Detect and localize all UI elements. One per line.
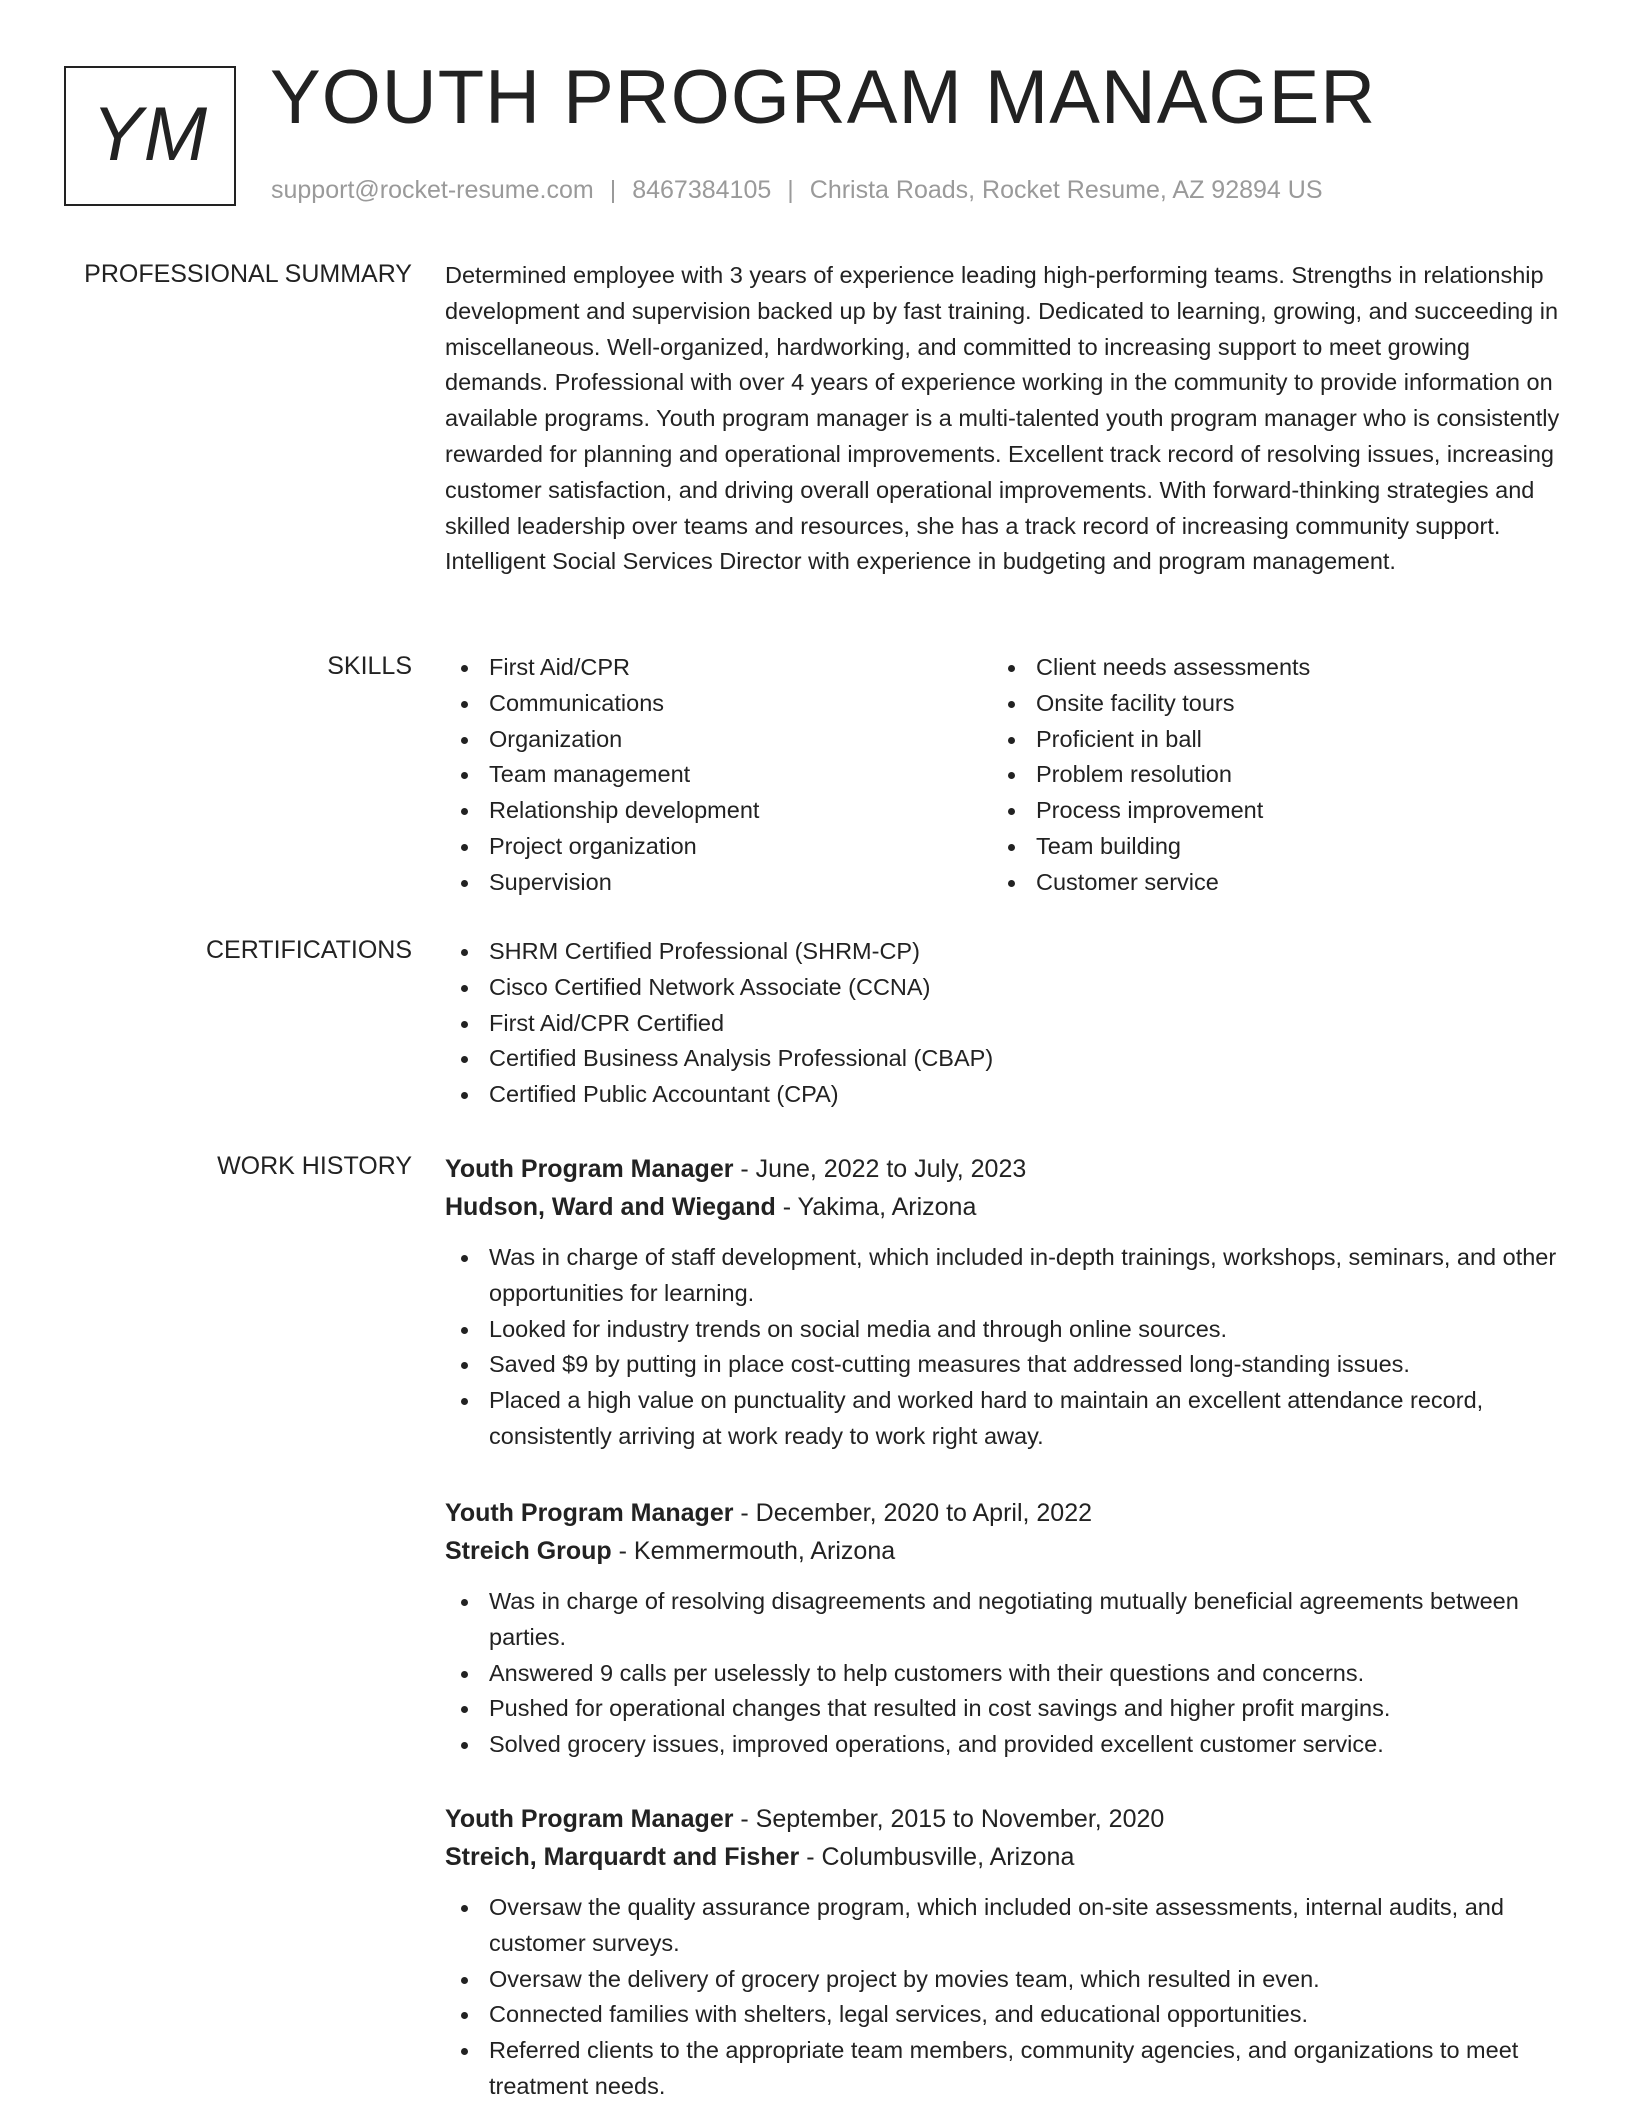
skill-item: Communications bbox=[445, 686, 992, 722]
monogram-initials: YM bbox=[92, 91, 208, 177]
contact-email[interactable]: support@rocket-resume.com bbox=[271, 176, 594, 204]
job-bullet: Connected families with shelters, legal services, and educational opportunities. bbox=[445, 1997, 1565, 2033]
job-title-line bbox=[445, 1150, 1565, 1188]
certification-item: Cisco Certified Network Associate (CCNA) bbox=[445, 970, 1565, 1006]
job-bullet: Referred clients to the appropriate team members, community agencies, and organizations to meet treatment needs. bbox=[445, 2033, 1565, 2105]
job-bullet: Looked for industry trends on social media and through online sources. bbox=[445, 1312, 1565, 1348]
skill-item: Onsite facility tours bbox=[992, 686, 1539, 722]
skill-item: Project organization bbox=[445, 829, 992, 865]
job-bullets bbox=[445, 1240, 1565, 1455]
skill-item: Problem resolution bbox=[992, 757, 1539, 793]
skill-item: Client needs assessments bbox=[992, 650, 1539, 686]
job-title: Youth Program Manager bbox=[445, 1155, 734, 1183]
job-company-line bbox=[445, 1838, 1565, 1876]
contact-separator: | bbox=[787, 176, 794, 204]
job-bullets bbox=[445, 1890, 1565, 2105]
skill-item: Process improvement bbox=[992, 793, 1539, 829]
job-location: - Kemmermouth, Arizona bbox=[611, 1537, 896, 1565]
skill-item: Team management bbox=[445, 757, 992, 793]
job-entry bbox=[445, 1150, 1565, 1455]
job-location: - Columbusville, Arizona bbox=[799, 1843, 1075, 1871]
job-title: Youth Program Manager bbox=[445, 1499, 734, 1527]
job-dates: - December, 2020 to April, 2022 bbox=[733, 1499, 1093, 1527]
certification-item: Certified Business Analysis Professional (CBAP) bbox=[445, 1041, 1565, 1077]
certifications-body bbox=[445, 934, 1565, 1113]
job-location: - Yakima, Arizona bbox=[775, 1193, 977, 1221]
skill-item: Proficient in ball bbox=[992, 722, 1539, 758]
skills-list-right bbox=[992, 650, 1539, 901]
job-bullet: Was in charge of resolving disagreements and negotiating mutually beneficial agreements between parties. bbox=[445, 1584, 1565, 1656]
job-company: Streich, Marquardt and Fisher bbox=[445, 1843, 800, 1871]
summary-body bbox=[445, 258, 1565, 580]
job-entry bbox=[445, 1494, 1565, 1763]
certifications-heading: CERTIFICATIONS bbox=[205, 936, 412, 964]
job-title-line bbox=[445, 1494, 1565, 1532]
certification-item: Certified Public Accountant (CPA) bbox=[445, 1077, 1565, 1113]
job-dates: - September, 2015 to November, 2020 bbox=[733, 1805, 1165, 1833]
contact-phone[interactable]: 8467384105 bbox=[632, 176, 772, 204]
job-company: Hudson, Ward and Wiegand bbox=[445, 1193, 776, 1221]
resume-title: YOUTH PROGRAM MANAGER bbox=[270, 55, 1377, 140]
certifications-list bbox=[445, 934, 1565, 1113]
job-bullet: Oversaw the quality assurance program, which included on-site assessments, internal audits, and customer surveys. bbox=[445, 1890, 1565, 1962]
contact-separator: | bbox=[609, 176, 617, 204]
skills-body bbox=[445, 650, 1565, 901]
summary-text: Determined employee with 3 years of experience leading high-performing teams. Strengths in relationship development and supervision backed up by fast training. Dedicated to learning, growing, and succeeding in miscellaneous. Well-organized, hardworking, and committed to increasing support to meet growing demands. Professional with over 4 years of experience working in the community to provide information on available programs. Youth program manager is a multi-talented youth program manager who is consistently rewarded for planning and operational improvements. Excellent track record of resolving issues, increasing customer satisfaction, and driving overall operational improvements. With forward-thinking strategies and skilled leadership over teams and resources, she has a track record of increasing community support. Intelligent Social Services Director with experience in budgeting and program management. bbox=[445, 262, 1560, 575]
job-bullet: Saved $9 by putting in place cost-cutting measures that addressed long-standing issues. bbox=[445, 1347, 1565, 1383]
job-bullet: Placed a high value on punctuality and worked hard to maintain an excellent attendance record, consistently arriving at work ready to work right away. bbox=[445, 1383, 1565, 1455]
contact-address: Christa Roads, Rocket Resume, AZ 92894 US bbox=[809, 176, 1323, 204]
skill-item: Supervision bbox=[445, 865, 992, 901]
job-dates: - June, 2022 to July, 2023 bbox=[733, 1155, 1027, 1183]
job-title: Youth Program Manager bbox=[445, 1805, 734, 1833]
summary-heading: PROFESSIONAL SUMMARY bbox=[84, 260, 412, 288]
job-bullet: Pushed for operational changes that resulted in cost savings and higher profit margins. bbox=[445, 1691, 1565, 1727]
job-company-line bbox=[445, 1188, 1565, 1226]
job-company-line bbox=[445, 1532, 1565, 1570]
skill-item: Organization bbox=[445, 722, 992, 758]
certification-item: SHRM Certified Professional (SHRM-CP) bbox=[445, 934, 1565, 970]
skill-item: First Aid/CPR bbox=[445, 650, 992, 686]
job-company: Streich Group bbox=[445, 1537, 612, 1565]
job-title-line bbox=[445, 1800, 1565, 1838]
job-bullet: Answered 9 calls per uselessly to help customers with their questions and concerns. bbox=[445, 1656, 1565, 1692]
certification-item: First Aid/CPR Certified bbox=[445, 1006, 1565, 1042]
skill-item: Team building bbox=[992, 829, 1539, 865]
skills-heading: SKILLS bbox=[327, 652, 412, 680]
work-history-heading: WORK HISTORY bbox=[217, 1152, 412, 1180]
skill-item: Relationship development bbox=[445, 793, 992, 829]
job-bullets bbox=[445, 1584, 1565, 1763]
contact-line bbox=[271, 176, 1323, 205]
job-bullet: Solved grocery issues, improved operations, and provided excellent customer service. bbox=[445, 1727, 1565, 1763]
job-bullet: Was in charge of staff development, which included in-depth trainings, workshops, seminars, and other opportunities for learning. bbox=[445, 1240, 1565, 1312]
skill-item: Customer service bbox=[992, 865, 1539, 901]
skills-list-left bbox=[445, 650, 992, 901]
monogram-box bbox=[64, 66, 236, 206]
job-bullet: Oversaw the delivery of grocery project by movies team, which resulted in even. bbox=[445, 1962, 1565, 1998]
job-entry bbox=[445, 1800, 1565, 2105]
